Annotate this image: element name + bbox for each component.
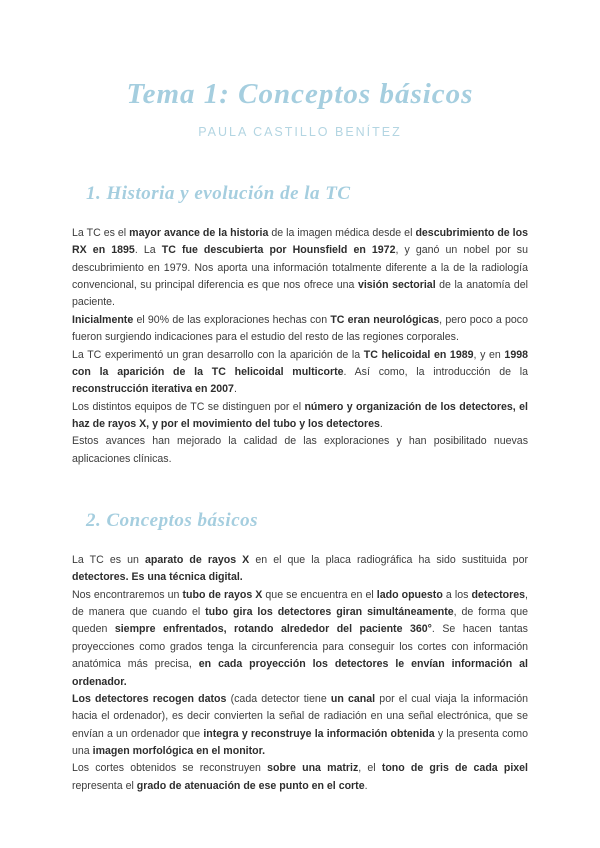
paragraph: La TC es el mayor avance de la historia de la imagen médica desde el descubrimiento de los RX en 1895. La TC fue descubierta por Hounsfield en 1972, y ganó un nobel por su descubrimiento en 1979. Nos aporta una información totalmente diferente a la de la radiología convencional, su principal diferencia es que nos ofrece una visión sectorial de la anatomía del paciente. — [72, 227, 529, 309]
author-name: PAULA CASTILLO BENÍTEZ — [198, 125, 402, 139]
section-history — [72, 183, 528, 468]
section-2-heading: 2. Conceptos básicos — [86, 510, 259, 532]
section-1-body — [72, 225, 528, 468]
paragraph: Estos avances han mejorado la calidad de las exploraciones y han posibilitado nuevas aplicaciones clínicas. — [72, 435, 528, 465]
page-title: Tema 1: Conceptos básicos — [126, 78, 474, 110]
paragraph: La TC es un aparato de rayos X en el que la placa radiográfica ha sido sustituida por detectores. Es una técnica digital. — [72, 554, 528, 584]
paragraph: Inicialmente el 90% de las exploraciones hechas con TC eran neurológicas, pero poco a poco fueron surgiendo indicaciones para el estudio del resto de las regiones corporales. — [72, 313, 528, 344]
paragraph: Los cortes obtenidos se reconstruyen sobre una matriz, el tono de gris de cada pixel representa el grado de atenuación de ese punto en el corte. — [72, 762, 528, 792]
paragraph: Los distintos equipos de TC se distinguen por el número y organización de los detectores, el haz de rayos X, y por el movimiento del tubo y los detectores. — [72, 400, 528, 430]
paragraph: Nos encontraremos un tubo de rayos X que se encuentra en el lado opuesto a los detectores, de manera que cuando el tubo gira los detectores giran simultáneamente, de forma que queden siempre enfrentados, rotando alrededor del paciente 360°. Se hacen tantas proyecciones como grados tenga la circunferencia para conseguir los cortes con información anatómica más precisa, en cada proyección los detectores le envían información al ordenador. — [72, 588, 528, 688]
section-1-heading: 1. Historia y evolución de la TC — [86, 183, 351, 204]
paragraph: Los detectores recogen datos (cada detector tiene un canal por el cual viaja la información hacia el ordenador), es decir convierten la señal de radiación en una señal electrónica, que se envían a un ordenador que integra y reconstruye la información obtenida y la presenta como una imagen morfológica en el monitor. — [72, 692, 529, 757]
section-concepts — [72, 510, 528, 795]
paragraph: La TC experimentó un gran desarrollo con la aparición de la TC helicoidal en 1989, y en 1998 con la aparición de la TC helicoidal multicorte. Así como, la introducción de la reconstrucción iterativa en 2007. — [72, 348, 528, 396]
section-2-body — [72, 552, 528, 795]
